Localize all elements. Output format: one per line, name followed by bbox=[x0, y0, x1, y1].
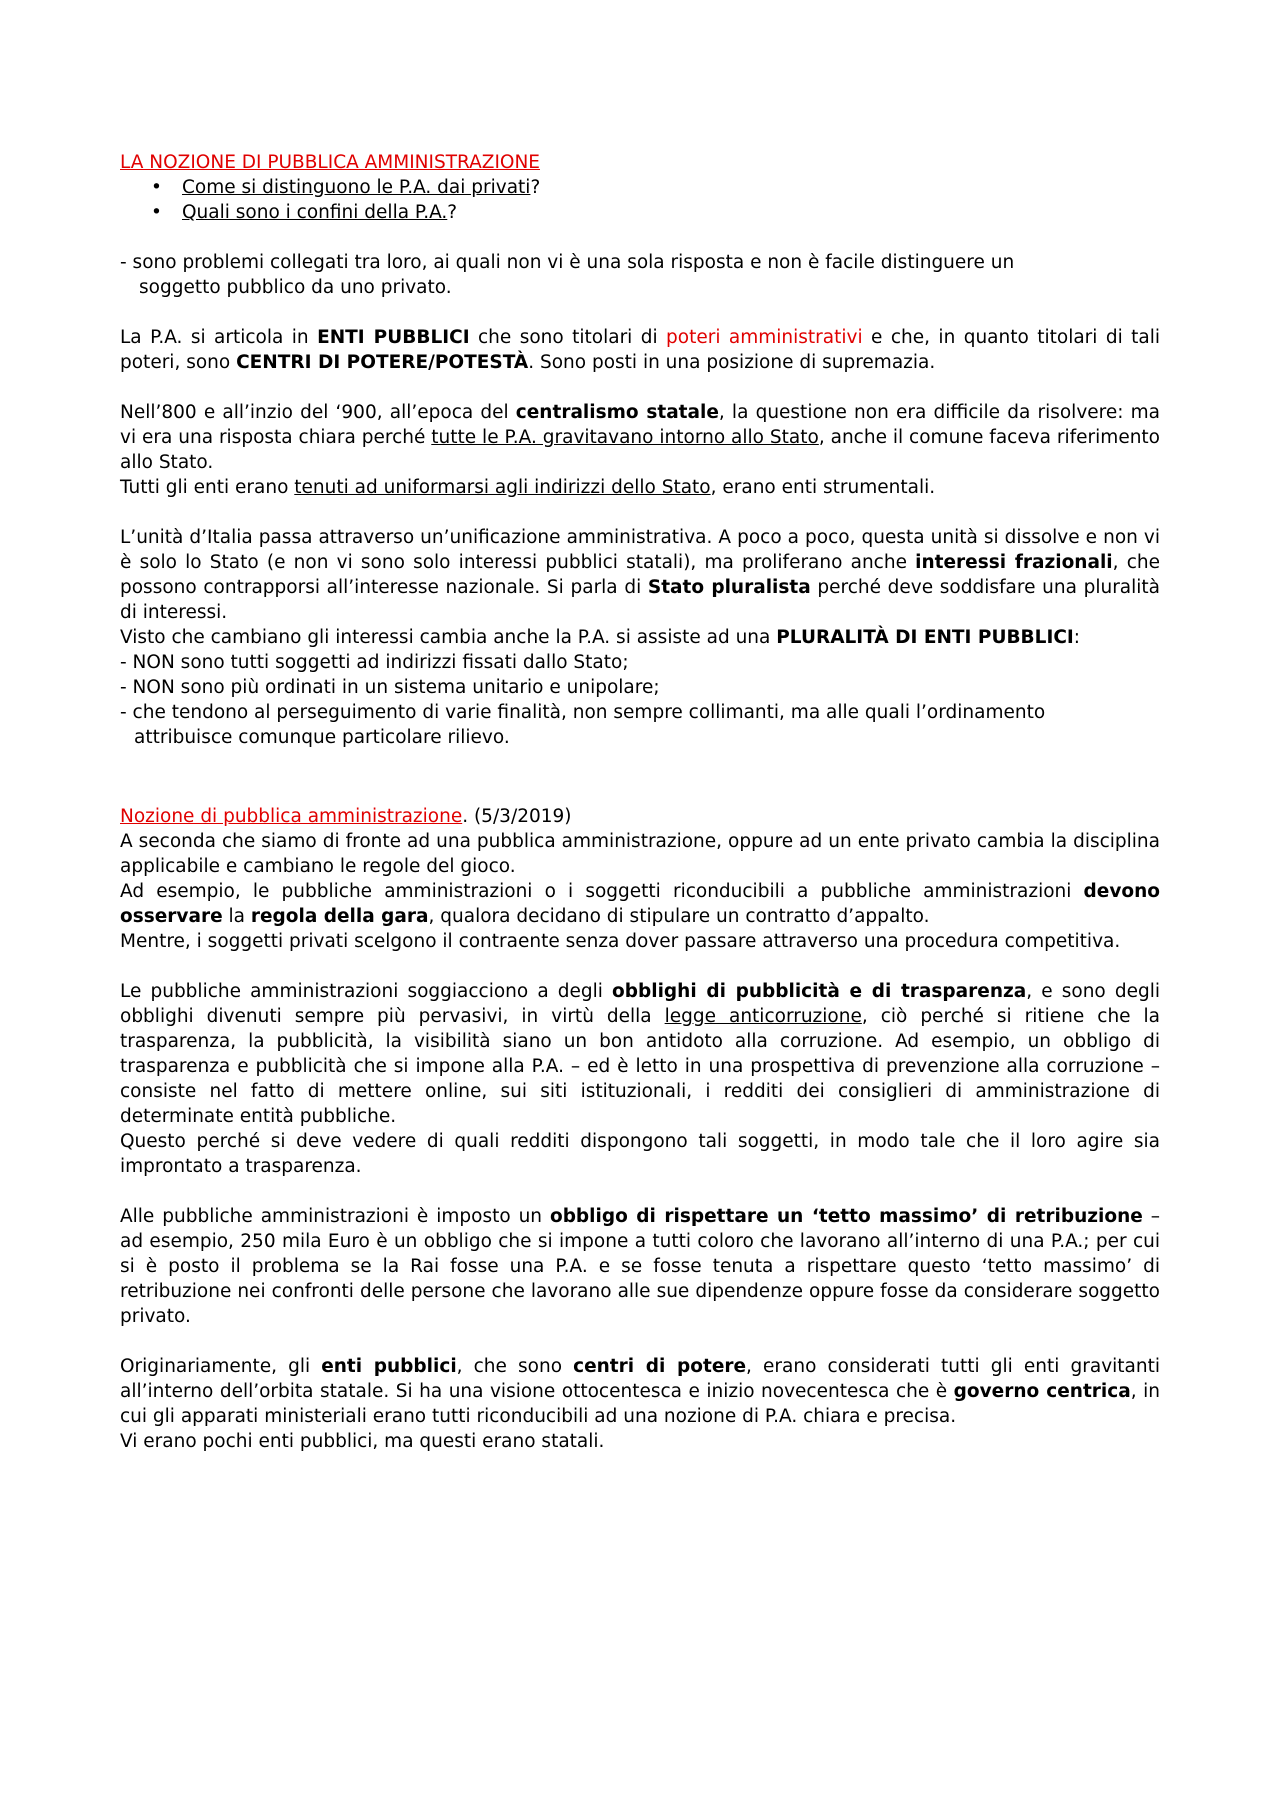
paragraph: La P.A. si articola in ENTI PUBBLICI che sono titolari di poteri amministrativi e che, in quanto titolari di tali poteri, sono CENTRI DI POTERE/POTESTÀ. Sono posti in una posizione di supremazia. bbox=[120, 327, 1161, 373]
list-item: - NON sono più ordinati in un sistema unitario e unipolare; bbox=[120, 677, 660, 698]
list-item: • Quali sono i confini della P.A.? bbox=[151, 202, 458, 223]
paragraph: Visto che cambiano gli interessi cambia anche la P.A. si assiste ad una PLURALITÀ DI ENTI PUBBLICI: bbox=[120, 627, 1081, 648]
list-item: • Come si distinguono le P.A. dai privati? bbox=[151, 177, 541, 198]
paragraph: - sono problemi collegati tra loro, ai quali non vi è una sola risposta e non è facile distinguere un bbox=[120, 252, 1015, 273]
paragraph: Le pubbliche amministrazioni soggiacciono a degli obblighi di pubblicità e di trasparenza, e sono degli obblighi divenuti sempre più pervasivi, in virtù della legge anticorruzione, ciò perché si ritiene che la trasparenza, la pubblicità, la visibilità siano un bon antidoto alla corruzione. Ad esempio, un obbligo di trasparenza e pubblicità che si impone alla P.A. – ed è letto in una prospettiva di prevenzione alla corruzione – consiste nel fatto di mettere online, sui siti istituzionali, i redditi dei consiglieri di amministrazione di determinate entità pubbliche. bbox=[120, 981, 1161, 1127]
paragraph: A seconda che siamo di fronte ad una pubblica amministrazione, oppure ad un ente privato cambia la disciplina applicabile e cambiano le regole del gioco. bbox=[120, 831, 1160, 877]
bullet-icon: • bbox=[151, 202, 162, 223]
list-item: - NON sono tutti soggetti ad indirizzi fissati dallo Stato; bbox=[120, 652, 629, 673]
section-title-2: Nozione di pubblica amministrazione. (5/3/2019) bbox=[120, 806, 572, 827]
paragraph: Originariamente, gli enti pubblici, che sono centri di potere, erano considerati tutti gli enti gravitanti all’interno dell’orbita statale. Si ha una visione ottocentesca e inizio novecentesca che è governo centrica, in cui gli apparati ministeriali erano tutti riconducibili ad una nozione di P.A. chiara e precisa. bbox=[120, 1356, 1160, 1427]
section-title-1-text: LA NOZIONE DI PUBBLICA AMMINISTRAZIONE bbox=[120, 152, 540, 173]
bullet-icon: • bbox=[151, 177, 162, 198]
paragraph: Questo perché si deve vedere di quali redditi dispongono tali soggetti, in modo tale che il loro agire sia improntato a trasparenza. bbox=[120, 1131, 1160, 1177]
list-item: - che tendono al perseguimento di varie finalità, non sempre collimanti, ma alle quali l’ordinamento bbox=[120, 702, 1046, 723]
paragraph: Ad esempio, le pubbliche amministrazioni o i soggetti riconducibili a pubbliche amministrazioni devono osservare la regola della gara, qualora decidano di stipulare un contratto d’appalto. bbox=[120, 881, 1160, 927]
paragraph: Nell’800 e all’inzio del ‘900, all’epoca del centralismo statale, la questione non era difficile da risolvere: ma vi era una risposta chiara perché tutte le P.A. gravitavano intorno allo Stato, anche il comune faceva riferimento allo Stato. bbox=[120, 402, 1160, 473]
paragraph: Tutti gli enti erano tenuti ad uniformarsi agli indirizzi dello Stato, erano enti strumentali. bbox=[120, 477, 936, 498]
section-title-1 bbox=[120, 150, 1160, 175]
paragraph: Mentre, i soggetti privati scelgono il contraente senza dover passare attraverso una procedura competitiva. bbox=[120, 931, 1121, 952]
paragraph: L’unità d’Italia passa attraverso un’unificazione amministrativa. A poco a poco, questa unità si dissolve e non vi è solo lo Stato (e non vi sono solo interessi pubblici statali), ma proliferano anche interessi frazionali, che possono contrapporsi all’interesse nazionale. Si parla di Stato pluralista perché deve soddisfare una pluralità di interessi. bbox=[120, 527, 1161, 623]
paragraph: soggetto pubblico da uno privato. bbox=[139, 277, 452, 298]
paragraph: Vi erano pochi enti pubblici, ma questi erano statali. bbox=[120, 1431, 605, 1452]
list-item: attribuisce comunque particolare rilievo. bbox=[134, 727, 510, 748]
question-list bbox=[120, 175, 1160, 225]
paragraph: Alle pubbliche amministrazioni è imposto un obbligo di rispettare un ‘tetto massimo’ di retribuzione – ad esempio, 250 mila Euro è un obbligo che si impone a tutti coloro che lavorano all’interno di una P.A.; per cui si è posto il problema se la Rai fosse una P.A. e se fosse tenuta a rispettare questo ‘tetto massimo’ di retribuzione nei confronti delle persone che lavorano alle sue dipendenze oppure fosse da considerare soggetto privato. bbox=[120, 1206, 1160, 1327]
